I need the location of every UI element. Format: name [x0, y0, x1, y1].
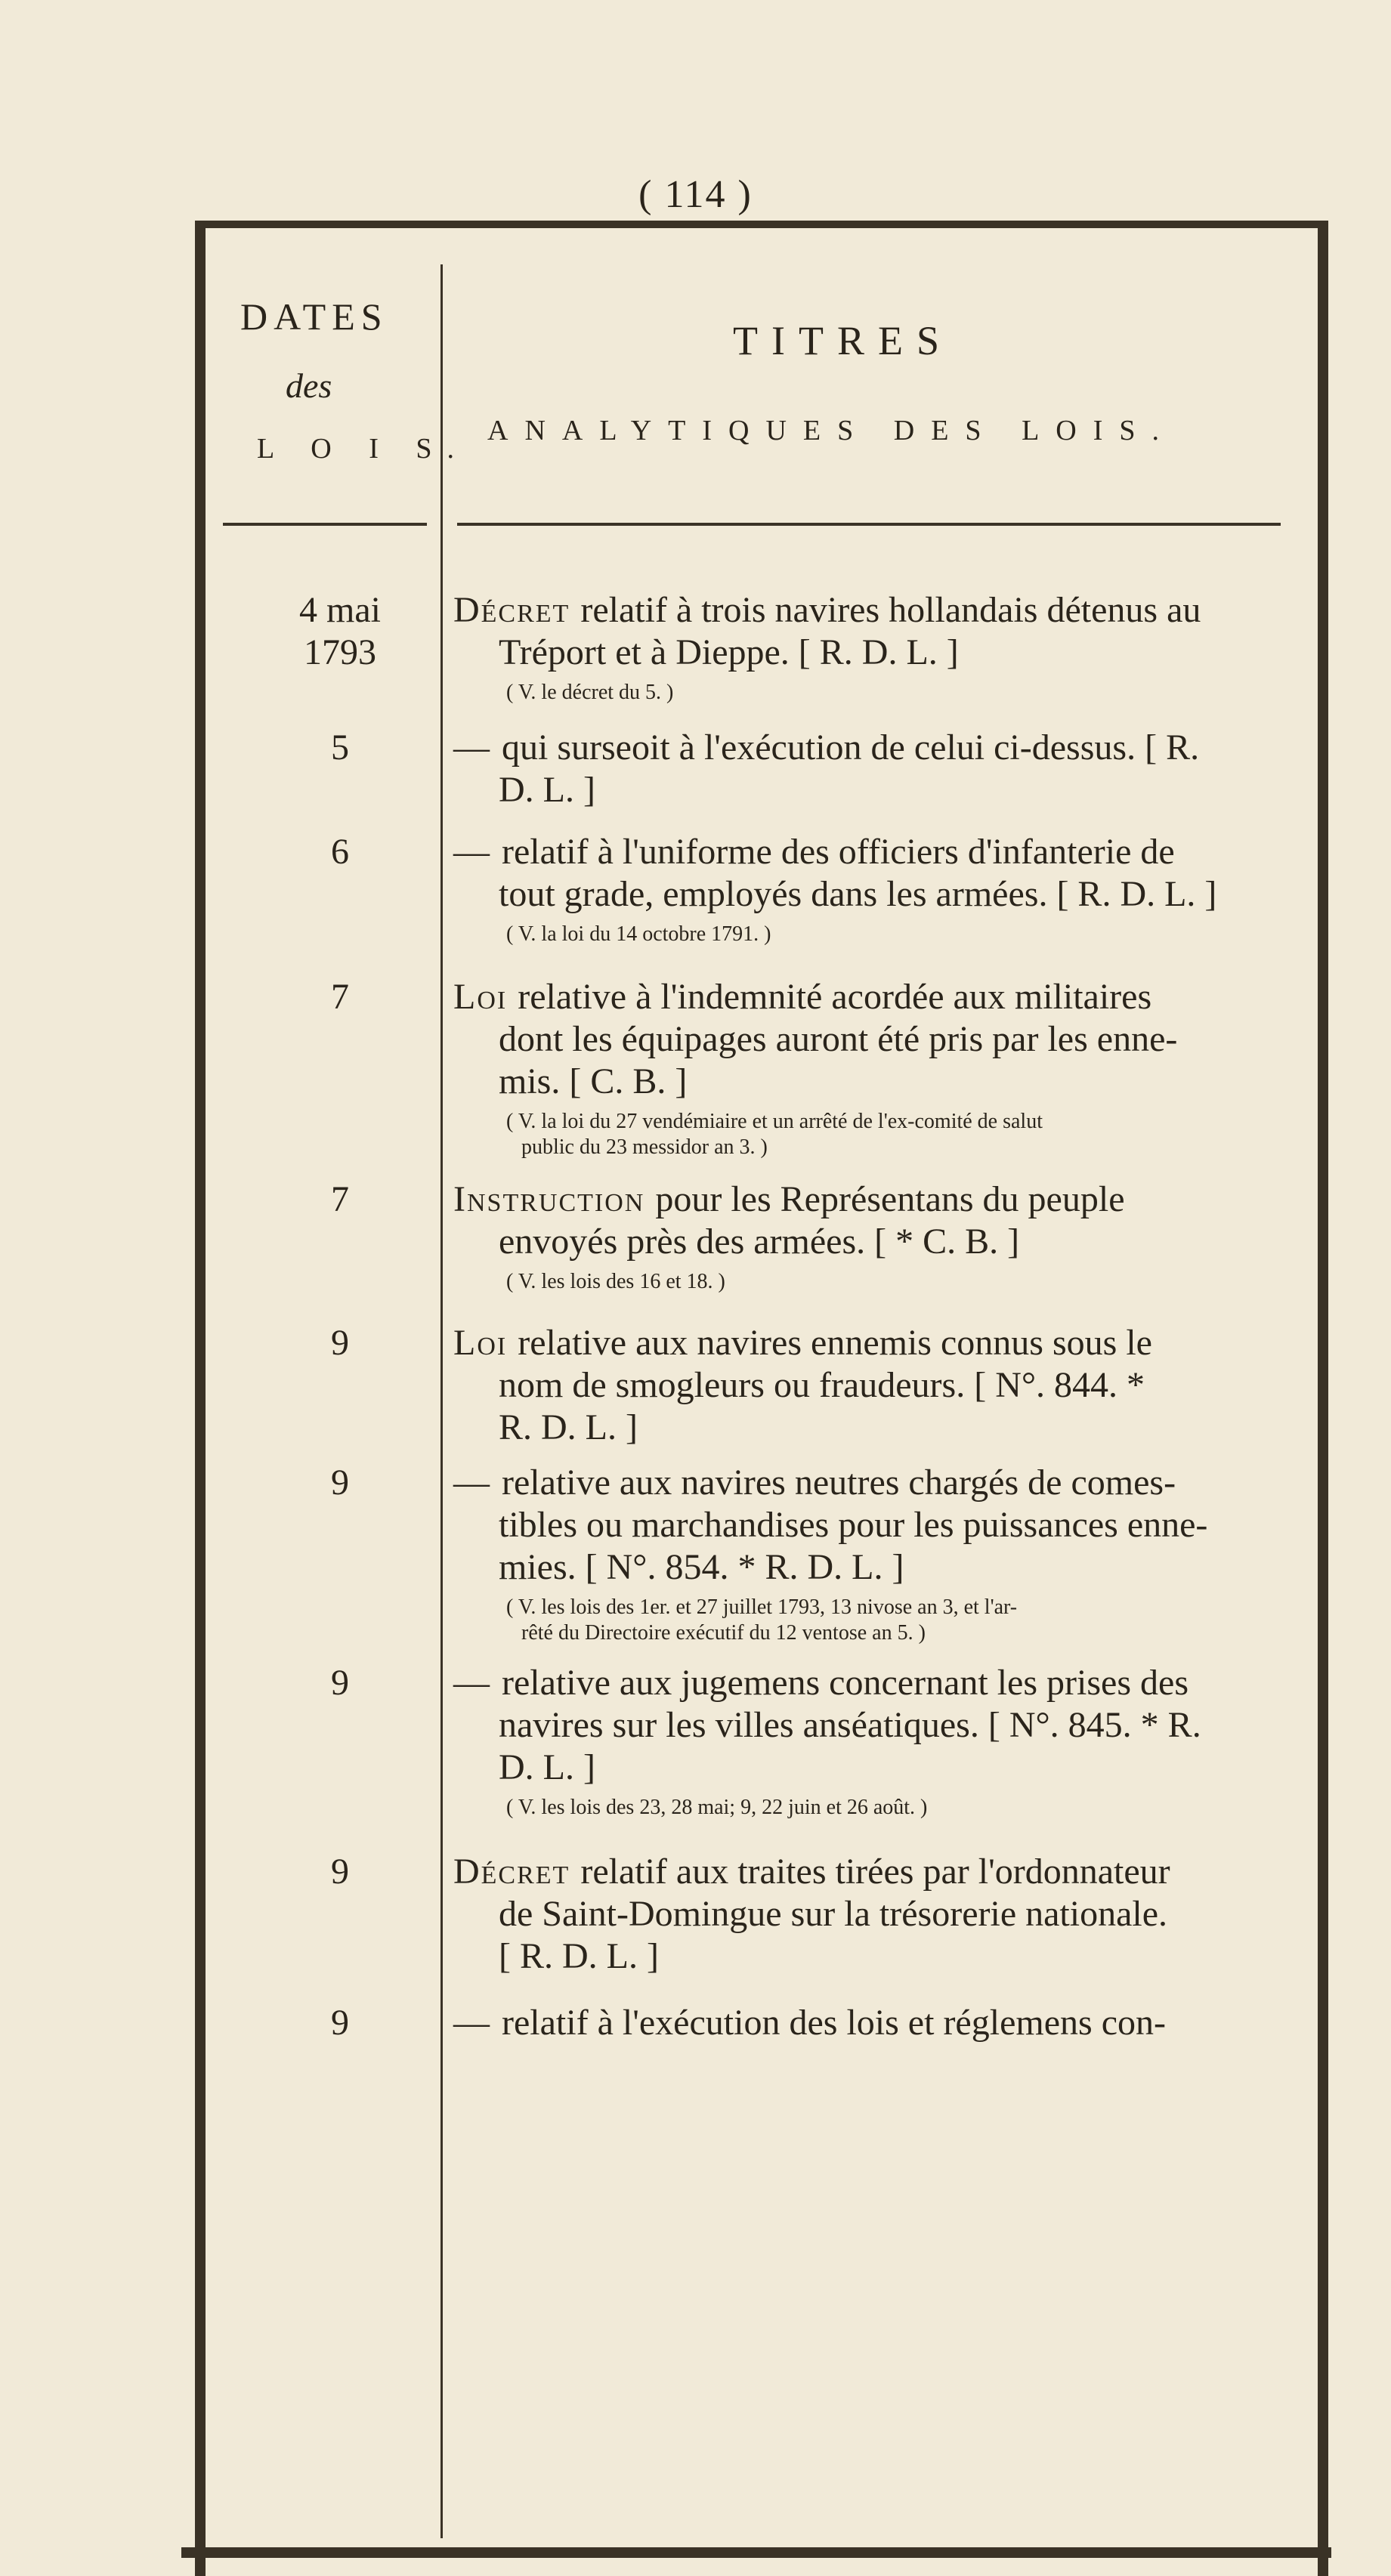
- entry-line: mis. [ C. B. ]: [499, 1061, 688, 1101]
- entry-lead: Loi: [453, 977, 518, 1017]
- entry-reference: ( V. la loi du 14 octobre 1791. ): [506, 922, 771, 946]
- entry-line: tibles ou marchandises pour les puissances enne-: [499, 1505, 1208, 1545]
- entry-date: 7: [331, 1179, 349, 1219]
- entry-line: D. L. ]: [499, 1747, 595, 1787]
- entry-reference: ( V. les lois des 16 et 18. ): [506, 1270, 725, 1293]
- entry-line: Tréport et à Dieppe. [ R. D. L. ]: [499, 632, 959, 672]
- entry-lead: Décret: [453, 1852, 581, 1892]
- entry-line: D. L. ]: [499, 770, 595, 810]
- entry-line: tout grade, employés dans les armées. [ R. D. L. ]: [499, 874, 1217, 914]
- entry-line: — qui surseoit à l'exécution de celui ci-dessus. [ R.: [453, 727, 1200, 768]
- entry-date: 9: [331, 2003, 349, 2043]
- entry-reference: ( V. le décret du 5. ): [506, 681, 674, 704]
- entry-line: Décret relatif aux traites tirées par l'ordonnateur: [453, 1852, 1170, 1892]
- entry-title: [453, 976, 1281, 1160]
- entry-line: envoyés près des armées. [ * C. B. ]: [499, 1222, 1020, 1262]
- entry-line: de Saint-Domingue sur la trésorerie nationale.: [499, 1894, 1168, 1934]
- header-titres: TITRES: [733, 318, 953, 363]
- entry-line: dont les équipages auront été pris par les enne-: [499, 1019, 1178, 1059]
- entry-date: 4 mai 1793: [299, 590, 381, 672]
- entry-date: 5: [331, 727, 349, 768]
- entry-date: 9: [331, 1852, 349, 1892]
- page-number: ( 114 ): [638, 173, 753, 216]
- entry-line: Loi relative aux navires ennemis connus sous le: [453, 1323, 1152, 1363]
- entry-lead: Décret: [453, 590, 581, 630]
- entry-line: — relatif à l'uniforme des officiers d'infanterie de: [453, 832, 1175, 872]
- entry-reference: ( V. les lois des 23, 28 mai; 9, 22 juin et 26 août. ): [506, 1796, 928, 1819]
- entry-lead: —: [453, 1663, 502, 1703]
- header-rule-dates: [223, 523, 427, 526]
- header-des: des: [286, 366, 332, 405]
- entry-title: [453, 1851, 1281, 1978]
- entry-line: Loi relative à l'indemnité acordée aux militaires: [453, 977, 1152, 1017]
- entry-lead: Loi: [453, 1323, 518, 1363]
- entry-line: Décret relatif à trois navires hollandais détenus au: [453, 590, 1201, 630]
- entry-line: R. D. L. ]: [499, 1407, 638, 1447]
- entry-line: [ R. D. L. ]: [499, 1936, 659, 1976]
- entry-line: Instruction pour les Représentans du peuple: [453, 1179, 1125, 1219]
- entry-date: 6: [331, 832, 349, 872]
- entry-date: 9: [331, 1663, 349, 1703]
- entry-reference: ( V. les lois des 1er. et 27 juillet 1793, 13 nivose an 3, et l'ar- rêté du Directoire exécutif du 12 ventose an 5. ): [506, 1595, 1018, 1645]
- table-bottom-rule: [181, 2547, 1331, 2558]
- entry-title: [453, 727, 1281, 811]
- entry-lead: —: [453, 727, 502, 768]
- entry-lead: —: [453, 2003, 502, 2043]
- entry-lead: —: [453, 1463, 502, 1503]
- entry-lead: —: [453, 832, 502, 872]
- column-divider: [440, 264, 443, 2538]
- entry-lead: Instruction: [453, 1179, 656, 1219]
- entry-title: [453, 831, 1281, 947]
- entry-line: — relatif à l'exécution des lois et réglemens con-: [453, 2003, 1166, 2043]
- entry-date: 7: [331, 977, 349, 1017]
- entry-title: [453, 1322, 1281, 1449]
- header-dates: DATES: [240, 295, 388, 338]
- header-lois: L O I S.: [257, 433, 470, 465]
- entry-line: navires sur les villes anséatiques. [ N°. 845. * R.: [499, 1705, 1201, 1745]
- entry-title: [453, 1662, 1281, 1821]
- entry-title: [453, 589, 1281, 706]
- entry-line: mies. [ N°. 854. * R. D. L. ]: [499, 1547, 904, 1587]
- entry-line: — relative aux navires neutres chargés de comes-: [453, 1463, 1176, 1503]
- entry-line: nom de smogleurs ou fraudeurs. [ N°. 844. *: [499, 1365, 1145, 1405]
- header-analytiques: ANALYTIQUES DES LOIS.: [487, 415, 1176, 446]
- entry-date: 9: [331, 1463, 349, 1503]
- entry-reference: ( V. la loi du 27 vendémiaire et un arrêté de l'ex-comité de salut public du 23 messidor an 3. ): [506, 1110, 1043, 1159]
- entry-title: [453, 1178, 1281, 1295]
- header-rule-titres: [457, 523, 1281, 526]
- entry-title: [453, 1462, 1281, 1646]
- entry-line: — relative aux jugemens concernant les prises des: [453, 1663, 1189, 1703]
- entry-title: [453, 2002, 1281, 2044]
- entry-date: 9: [331, 1323, 349, 1363]
